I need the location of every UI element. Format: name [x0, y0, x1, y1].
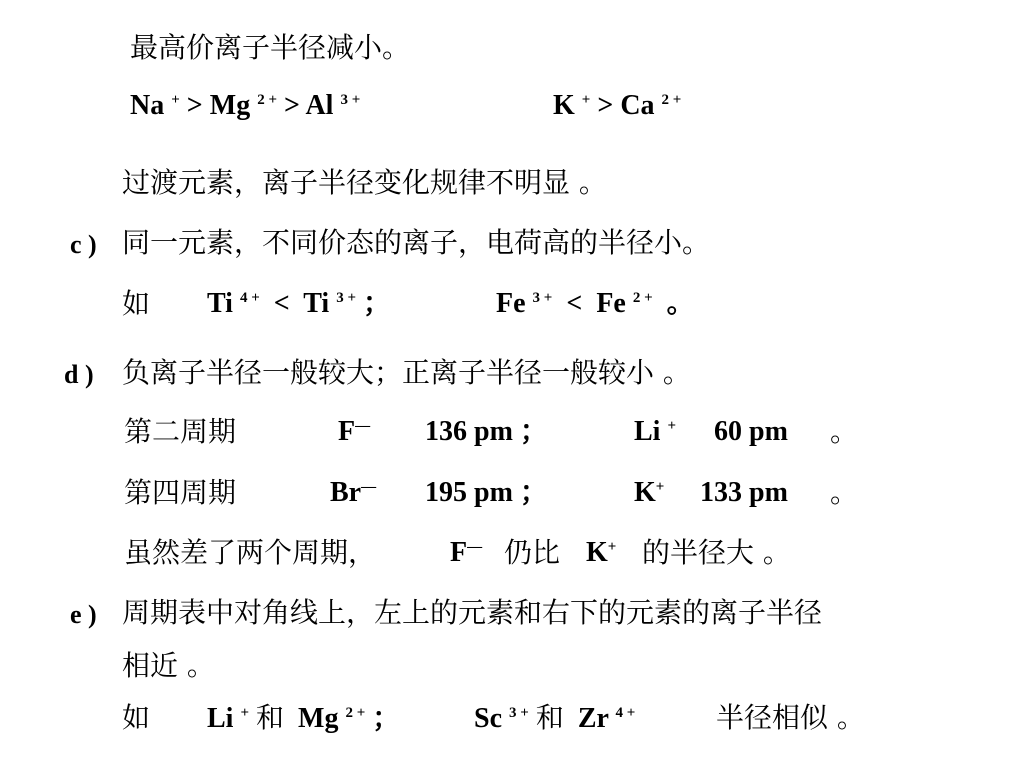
charge-br: —	[361, 479, 377, 495]
symbol-ca: Ca	[620, 90, 655, 121]
line-fe-example	[496, 286, 695, 322]
symbol-mg: Mg	[209, 90, 251, 121]
period-two-label: 第二周期	[124, 415, 237, 448]
period-mark: 。	[830, 476, 859, 509]
charge-zr: 4 +	[615, 705, 636, 721]
ion-k-compare: K+	[586, 537, 617, 568]
line-sc-zr-example	[474, 700, 635, 737]
charge-k: +	[655, 479, 665, 495]
charge-mg: 2 +	[345, 705, 366, 721]
charge-mg: 2 +	[257, 92, 278, 108]
value-br-radius: 195 pm ；	[425, 477, 548, 508]
lt-sign: <	[566, 288, 583, 319]
symbol-na: Na	[130, 90, 165, 121]
line-ion-series-2	[553, 88, 681, 124]
item-label-d: d )	[64, 360, 94, 389]
semicolon: ；	[363, 288, 392, 319]
charge-fe2: 2 +	[632, 290, 653, 306]
lt-sign: <	[273, 288, 290, 319]
line-li-mg-example	[207, 700, 400, 737]
line-similar: 相近 。	[122, 649, 215, 682]
line-transition-elements: 过渡元素，离子半径变化规律不明显 。	[122, 166, 607, 199]
radius-similar: 半径相似 。	[716, 701, 865, 734]
period-four-label: 第四周期	[124, 476, 237, 509]
charge-k: +	[581, 92, 591, 108]
symbol-mg: Mg	[298, 703, 339, 734]
ion-f: F—	[338, 416, 371, 447]
charge-f: —	[355, 418, 371, 434]
symbol-sc: Sc	[474, 703, 502, 734]
charge-al: 3 +	[340, 92, 361, 108]
charge-li: +	[667, 418, 677, 434]
charge-sc: 3 +	[509, 705, 529, 721]
semicolon: ；	[372, 703, 401, 734]
charge-f: —	[467, 539, 483, 555]
gt-sign: >	[186, 90, 203, 121]
symbol-ti: Ti	[207, 288, 233, 319]
charge-ti3: 3 +	[336, 290, 356, 306]
charge-ti4: 4 +	[239, 290, 260, 306]
gt-sign: >	[597, 90, 614, 121]
and-word: 和	[535, 701, 564, 734]
symbol-k: K	[553, 90, 575, 121]
line-ti-example	[207, 286, 391, 322]
item-label-e: e )	[70, 600, 97, 629]
and-word: 和	[256, 701, 285, 734]
line-diagonal-rule: 周期表中对角线上，左上的元素和右下的元素的离子半径	[122, 596, 823, 629]
ion-k: K+	[634, 477, 665, 508]
line-negative-positive: 负离子半径一般较大；正离子半径一般较小 。	[122, 356, 691, 389]
ion-br: Br—	[330, 477, 377, 508]
charge-k: +	[607, 539, 617, 555]
symbol-fe: Fe	[496, 288, 526, 319]
example-word: 如	[122, 701, 151, 734]
period-mark: 。	[666, 288, 695, 319]
period-mark: 。	[830, 415, 859, 448]
symbol-fe: Fe	[596, 288, 626, 319]
charge-ca: 2 +	[661, 92, 682, 108]
line-although-two-periods: 虽然差了两个周期，	[124, 536, 377, 569]
still-than: 仍比	[504, 536, 561, 569]
value-li-radius: 60 pm	[714, 416, 788, 447]
charge-na: +	[171, 92, 180, 108]
symbol-zr: Zr	[577, 703, 609, 734]
radius-larger: 的半径大 。	[642, 536, 791, 569]
charge-li: +	[240, 705, 250, 721]
symbol-li: Li	[207, 703, 234, 734]
line-max-valence: 最高价离子半径减小。	[130, 31, 411, 64]
symbol-ti: Ti	[303, 288, 330, 319]
symbol-al: Al	[305, 90, 334, 121]
charge-fe3: 3 +	[532, 290, 553, 306]
gt-sign: >	[284, 90, 300, 121]
value-k-radius: 133 pm	[700, 477, 788, 508]
line-ion-series-1	[130, 88, 360, 124]
example-word: 如	[122, 287, 151, 320]
line-same-element: 同一元素，不同价态的离子，电荷高的半径小。	[122, 226, 711, 259]
ion-li: Li +	[634, 416, 677, 447]
item-label-c: c )	[70, 230, 97, 259]
ion-f-compare: F—	[450, 537, 483, 568]
value-f-radius: 136 pm ；	[425, 416, 548, 447]
